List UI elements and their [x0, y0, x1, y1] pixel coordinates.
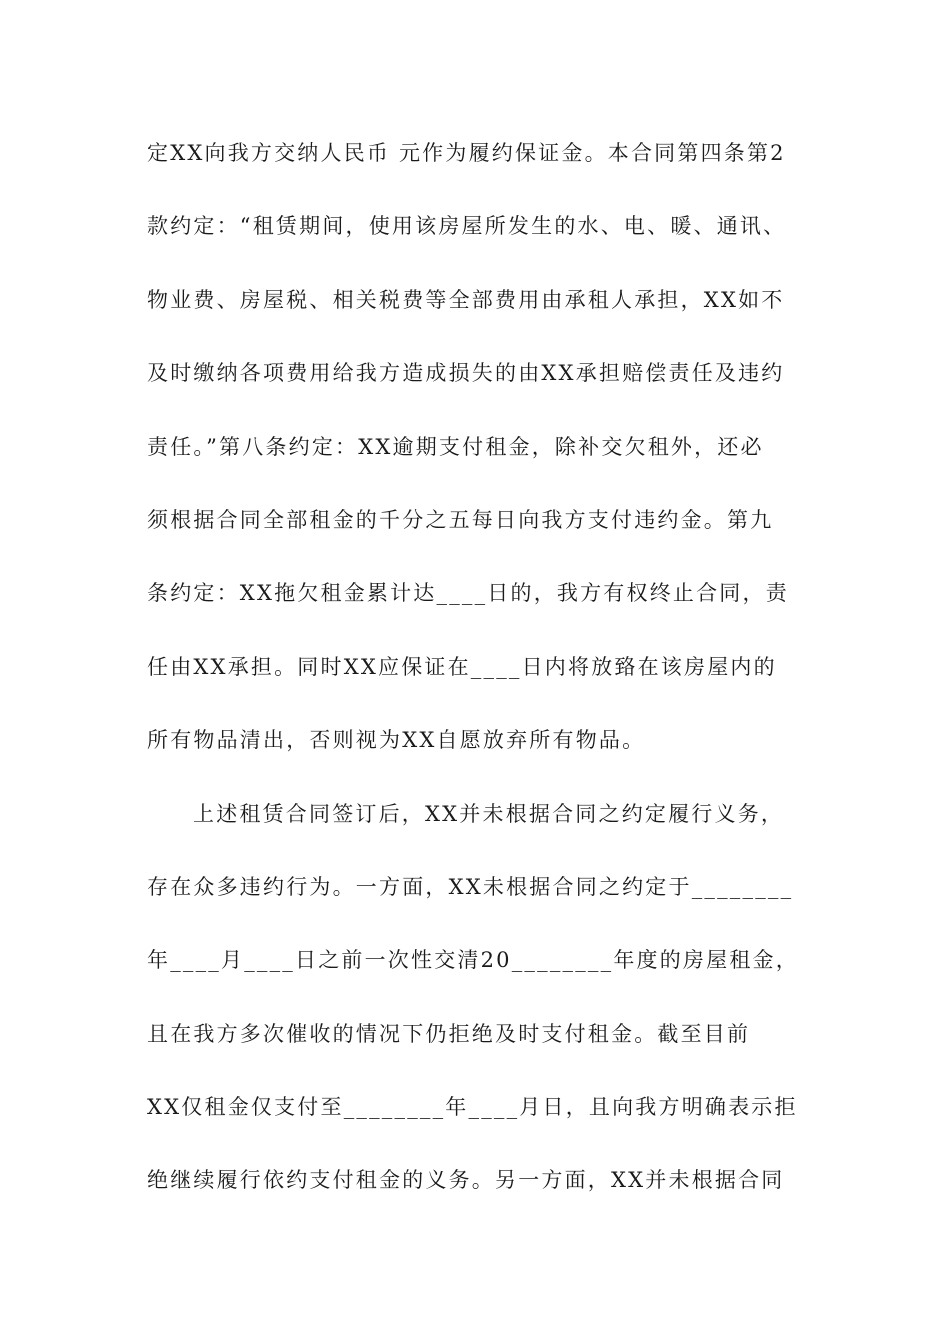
text-line: 及时缴纳各项费用给我方造成损失的由XX承担赔偿责任及违约: [147, 361, 785, 386]
text-line: 须根据合同全部租金的千分之五每日向我方支付违约金。第九: [147, 507, 774, 532]
text-line: 定XX向我方交纳人民币 元作为履约保证金。本合同第四条第2: [147, 141, 786, 165]
text-line: XX仅租金仅支付至________年____月日，且向我方明确表示拒: [147, 1095, 798, 1120]
text-line: 任由XX承担。同时XX应保证在____日内将放臵在该房屋内的: [147, 654, 777, 679]
text-line: 款约定：“租赁期间，使用该房屋所发生的水、电、暖、通讯、: [147, 214, 787, 239]
paragraph-start-line: 上述租赁合同签订后，XX并未根据合同之约定履行义务，: [193, 801, 785, 826]
text-line: 条约定：XX拖欠租金累计达____日的，我方有权终止合同，责: [147, 581, 789, 606]
text-line: 且在我方多次催收的情况下仍拒绝及时支付租金。截至目前: [147, 1021, 751, 1046]
text-line: 绝继续履行依约支付租金的义务。另一方面，XX并未根据合同: [147, 1168, 785, 1193]
text-line: 年____月____日之前一次性交清20________年度的房屋租金，: [147, 948, 799, 973]
text-line: 所有物品清出，否则视为XX自愿放弃所有物品。: [147, 728, 646, 753]
document-body: [147, 127, 827, 1228]
text-line: 物业费、房屋税、相关税费等全部费用由承租人承担，XX如不: [147, 287, 785, 312]
text-line: 责任。”第八条约定：XX逾期支付租金，除补交欠租外，还必: [147, 434, 764, 459]
text-line: 存在众多违约行为。一方面，XX未根据合同之约定于________: [147, 874, 794, 899]
